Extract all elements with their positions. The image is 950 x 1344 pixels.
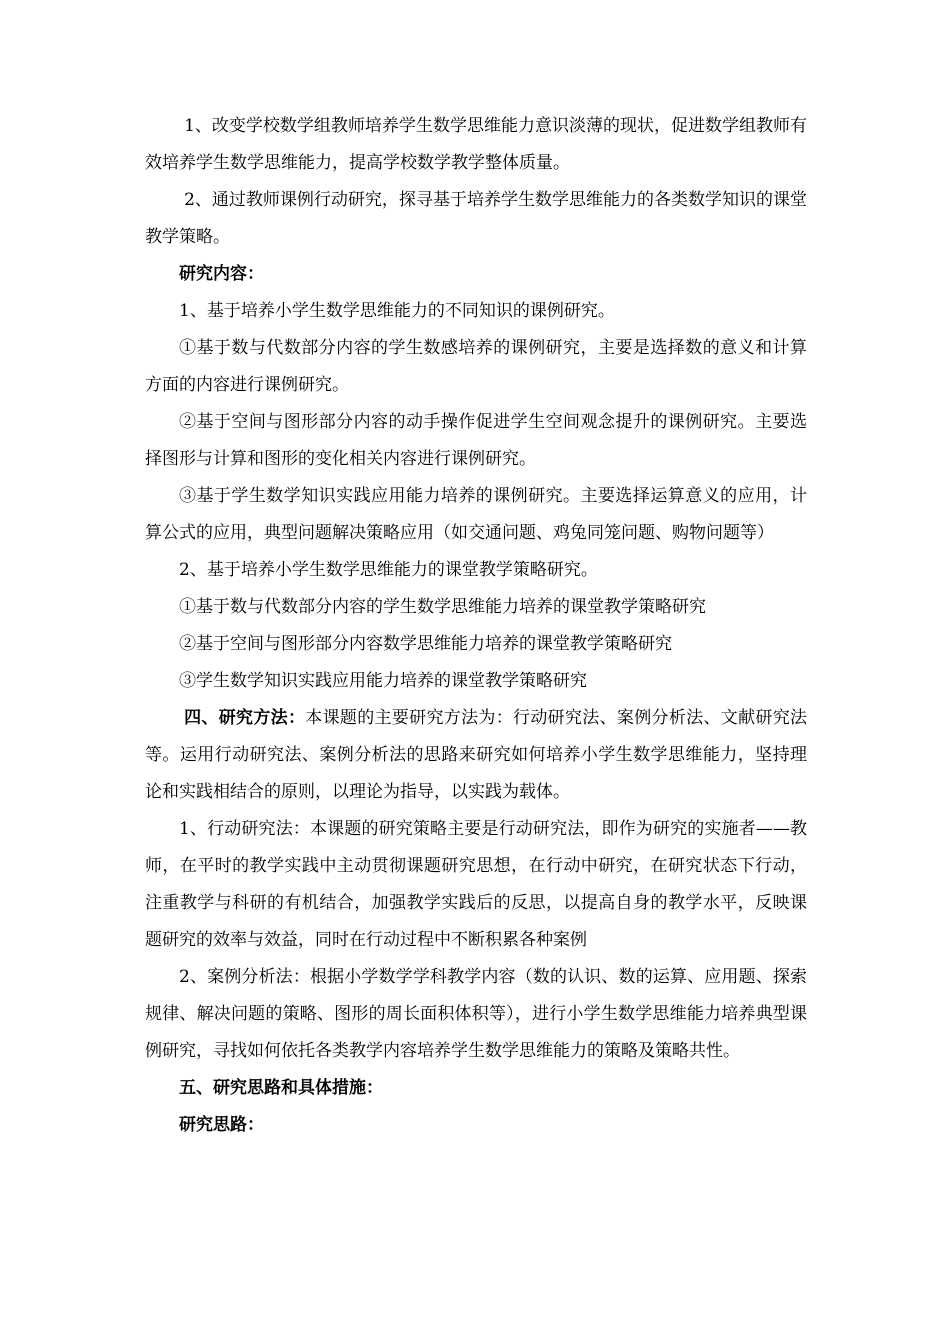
- content-1b-paragraph: ②基于空间与图形部分内容的动手操作促进学生空间观念提升的课例研究。主要选择图形与计算和图形的变化相关内容进行课例研究。: [145, 412, 807, 469]
- methods-heading: 四、研究方法：: [184, 708, 306, 728]
- document-page: [145, 108, 807, 1144]
- content-1c-paragraph: ③基于学生数学知识实践应用能力培养的课例研究。主要选择运算意义的应用，计算公式的应用，典型问题解决策略应用（如交通问题、鸡兔同笼问题、购物问题等）: [145, 486, 807, 543]
- content-2a-paragraph: ①基于数与代数部分内容的学生数学思维能力培养的课堂教学策略研究: [179, 597, 706, 617]
- research-idea-heading: 研究思路：: [179, 1115, 264, 1135]
- content-1-paragraph: 1、基于培养小学生数学思维能力的不同知识的课例研究。: [179, 301, 615, 321]
- research-approach-heading: 五、研究思路和具体措施：: [179, 1078, 383, 1098]
- content-2c-paragraph: ③学生数学知识实践应用能力培养的课堂教学策略研究: [179, 671, 587, 691]
- action-research-paragraph: 1、行动研究法：本课题的研究策略主要是行动研究法，即作为研究的实施者——教师，在平时的教学实践中主动贯彻课题研究思想，在行动中研究，在研究状态下行动，注重教学与科研的有机结合，加强教学实践后的反思，以提高自身的教学水平，反映课题研究的效率与效益，同时在行动过程中不断积累各种案例: [145, 819, 807, 950]
- objective-2-paragraph: 2、通过教师课例行动研究，探寻基于培养学生数学思维能力的各类数学知识的课堂教学策略。: [145, 190, 807, 247]
- research-content-heading: 研究内容：: [179, 264, 264, 284]
- objective-1-paragraph: 1、改变学校数学组教师培养学生数学思维能力意识淡薄的现状，促进数学组教师有效培养学生数学思维能力，提高学校数学教学整体质量。: [145, 116, 807, 173]
- case-analysis-paragraph: 2、案例分析法：根据小学数学学科教学内容（数的认识、数的运算、应用题、探索规律、解决问题的策略、图形的周长面积体积等），进行小学生数学思维能力培养典型课例研究，寻找如何依托各类教学内容培养学生数学思维能力的策略及策略共性。: [145, 967, 807, 1061]
- content-2b-paragraph: ②基于空间与图形部分内容数学思维能力培养的课堂教学策略研究: [179, 634, 672, 654]
- methods-text: 本课题的主要研究方法为：行动研究法、案例分析法、文献研究法等。运用行动研究法、案例分析法的思路来研究如何培养小学生数学思维能力，坚持理论和实践相结合的原则，以理论为指导，以实践为载体。: [145, 708, 808, 802]
- content-1a-paragraph: ①基于数与代数部分内容的学生数感培养的课例研究，主要是选择数的意义和计算方面的内容进行课例研究。: [145, 338, 807, 395]
- content-2-paragraph: 2、基于培养小学生数学思维能力的课堂教学策略研究。: [179, 560, 598, 580]
- methods-paragraph: [145, 700, 807, 811]
